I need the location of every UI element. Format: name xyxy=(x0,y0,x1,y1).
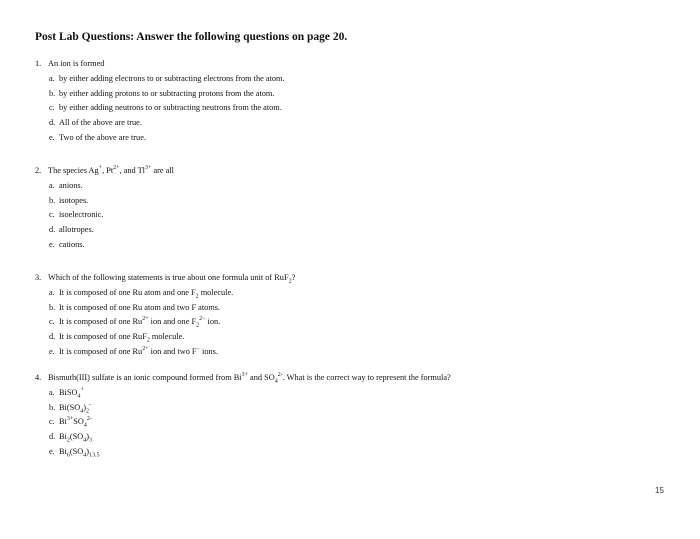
option-text: anions. xyxy=(59,180,83,190)
question-1 xyxy=(35,57,285,146)
charge: 3+ xyxy=(145,165,152,172)
option-letter: b. xyxy=(49,195,56,205)
option-1a xyxy=(35,72,285,87)
option-letter: a. xyxy=(49,180,55,190)
option-text: ) xyxy=(83,402,86,412)
subscript: 3 xyxy=(88,437,92,444)
option-text: isotopes. xyxy=(59,195,89,205)
question-3-stem xyxy=(35,271,295,286)
option-text: molecule. xyxy=(198,287,234,297)
option-text: by either adding electrons to or subtracting electrons from the atom. xyxy=(59,73,285,83)
question-number: 3. xyxy=(35,273,42,282)
option-letter: a. xyxy=(49,387,55,397)
subscript: 4 xyxy=(83,423,87,430)
option-letter: d. xyxy=(49,225,56,235)
option-4a xyxy=(35,386,451,401)
option-letter: e. xyxy=(49,239,55,249)
option-text: (SO xyxy=(69,446,84,456)
option-text: It is composed of one Ru xyxy=(59,317,143,327)
option-2e xyxy=(35,238,174,253)
option-1e xyxy=(35,131,285,146)
option-3e xyxy=(35,345,295,360)
question-4-stem xyxy=(35,371,451,386)
question-3 xyxy=(35,271,295,360)
option-letter: e. xyxy=(49,346,55,356)
option-1c xyxy=(35,101,285,116)
option-letter: b. xyxy=(49,88,56,98)
option-3b xyxy=(35,301,295,316)
option-text: It is composed of one Ru xyxy=(59,346,143,356)
option-letter: b. xyxy=(49,302,56,312)
option-letter: d. xyxy=(49,118,56,128)
subscript: 4 xyxy=(274,378,278,385)
question-number: 2. xyxy=(35,166,42,175)
subscript: 4 xyxy=(83,452,87,459)
subscript: 4 xyxy=(77,393,81,400)
question-text: An ion is formed xyxy=(48,59,105,68)
option-2d xyxy=(35,223,174,238)
option-text: Bi(SO xyxy=(59,402,81,412)
charge: 2+ xyxy=(142,346,149,353)
subscript: 2 xyxy=(195,293,199,300)
question-2-stem xyxy=(35,164,174,179)
option-2a xyxy=(35,179,174,194)
subscript: 4 xyxy=(83,437,87,444)
option-text: ion and two F xyxy=(148,346,197,356)
option-letter: c. xyxy=(49,317,55,327)
option-3a xyxy=(35,286,295,301)
question-number: 4. xyxy=(35,373,42,382)
option-text: BiSO xyxy=(59,387,78,397)
option-text: by either adding neutrons to or subtracting neutrons from the atom. xyxy=(59,103,282,113)
option-4d xyxy=(35,430,451,445)
option-letter: e. xyxy=(49,132,55,142)
option-text: (SO xyxy=(69,432,84,442)
question-text: The species Ag xyxy=(48,166,99,175)
question-text: and SO xyxy=(247,373,275,382)
charge: − xyxy=(196,346,200,353)
page-number: 15 xyxy=(655,486,664,495)
option-text: It is composed of one Ru atom and two F atoms. xyxy=(59,302,221,312)
option-3c xyxy=(35,315,295,330)
subscript: 2 xyxy=(85,408,89,415)
option-letter: b. xyxy=(49,402,56,412)
charge: 2+ xyxy=(142,316,149,323)
option-letter: c. xyxy=(49,210,55,220)
option-4b xyxy=(35,401,451,416)
option-text: ion and one F xyxy=(148,317,197,327)
question-text: Which of the following statements is true about one formula unit of RuF xyxy=(48,273,289,282)
option-letter: c. xyxy=(49,417,55,427)
subscript: 2 xyxy=(66,437,70,444)
option-text: SO xyxy=(73,417,84,427)
option-text: Bi xyxy=(59,432,67,442)
option-text: by either adding protons to or subtracting protons from the atom. xyxy=(59,88,275,98)
subscript: 6 xyxy=(66,452,70,459)
page-heading: Post Lab Questions: Answer the following questions on page 20. xyxy=(35,31,348,43)
question-1-stem xyxy=(35,57,285,72)
option-letter: a. xyxy=(49,287,55,297)
charge: - xyxy=(88,401,91,408)
option-text: It is composed of one Ru atom and one F xyxy=(59,287,196,297)
charge: 2- xyxy=(86,416,92,423)
subscript: 4 xyxy=(80,408,84,415)
option-1d xyxy=(35,116,285,131)
option-text: ions. xyxy=(199,346,218,356)
question-text: ? xyxy=(291,273,296,282)
charge: + xyxy=(98,165,103,172)
option-4c xyxy=(35,415,451,430)
option-text: cations. xyxy=(59,239,85,249)
charge: 2− xyxy=(199,316,206,323)
option-text: ) xyxy=(86,446,89,456)
question-4 xyxy=(35,371,451,460)
subscript: 2 xyxy=(288,278,292,285)
question-text: Bismuth(III) sulfate is an ionic compound formed from Bi xyxy=(48,373,242,382)
option-2b xyxy=(35,194,174,209)
option-text: Bi xyxy=(59,446,67,456)
option-letter: c. xyxy=(49,103,55,113)
subscript: 13.5 xyxy=(88,452,100,459)
option-1b xyxy=(35,87,285,102)
charge: + xyxy=(80,387,84,394)
option-text: Bi xyxy=(59,417,67,427)
charge: 2+ xyxy=(113,165,120,172)
option-text: molecule. xyxy=(149,332,185,342)
option-text: All of the above are true. xyxy=(59,118,142,128)
option-text: Two of the above are true. xyxy=(59,132,146,142)
option-3d xyxy=(35,330,295,345)
option-letter: d. xyxy=(49,332,56,342)
option-text: allotropes. xyxy=(59,225,94,235)
option-letter: a. xyxy=(49,73,55,83)
option-text: ion. xyxy=(205,317,221,327)
subscript: 2 xyxy=(196,323,200,330)
question-2 xyxy=(35,164,174,253)
question-text: . What is the correct way to represent the formula? xyxy=(282,373,451,382)
option-letter: d. xyxy=(49,432,56,442)
option-2c xyxy=(35,208,174,223)
subscript: 2 xyxy=(146,337,150,344)
question-text: , Pt xyxy=(102,166,114,175)
option-text: isoelectronic. xyxy=(59,210,104,220)
question-text: are all xyxy=(151,166,174,175)
option-text: ) xyxy=(86,432,89,442)
charge: 2- xyxy=(277,372,283,379)
charge: 3+ xyxy=(66,416,74,423)
option-text: It is composed of one RuF xyxy=(59,332,147,342)
question-number: 1. xyxy=(35,59,42,68)
question-text: , and Tl xyxy=(119,166,145,175)
option-4e xyxy=(35,445,451,460)
option-letter: e. xyxy=(49,446,55,456)
charge: 3+ xyxy=(241,372,248,379)
